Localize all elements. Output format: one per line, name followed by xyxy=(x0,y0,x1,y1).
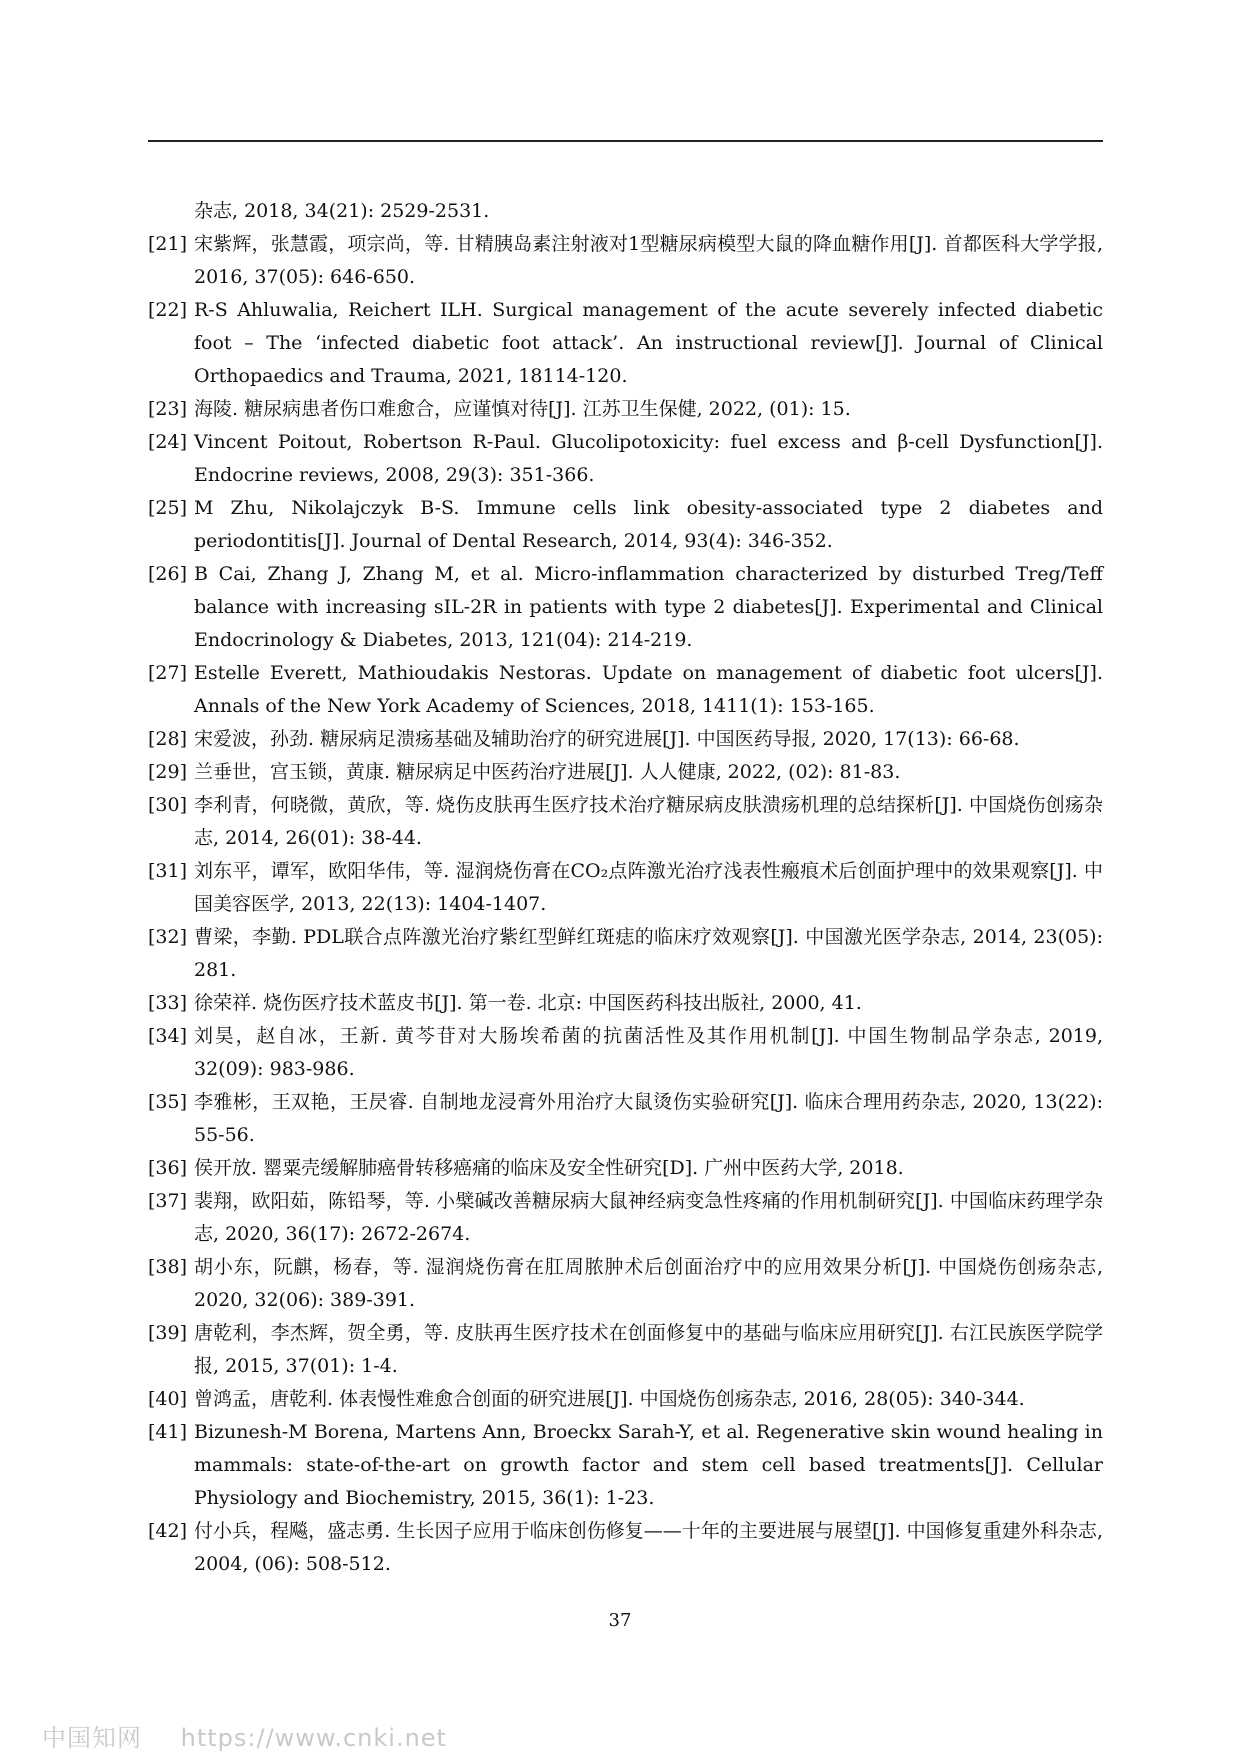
reference-item xyxy=(148,921,1103,987)
reference-text: Vincent Poitout, Robertson R-Paul. Glucolipotoxicity: fuel excess and β-cell Dysfunction[J]. Endocrine reviews, 2008, 29(3): 351-366. xyxy=(194,431,1103,486)
reference-list xyxy=(148,195,1103,1581)
reference-number: [27] xyxy=(148,662,188,684)
reference-number: [23] xyxy=(148,398,188,420)
reference-text: Estelle Everett, Mathioudakis Nestoras. Update on management of diabetic foot ulcers[J]. Annals of the New York Academy of Sciences, 2018, 1411(1): 153-165. xyxy=(194,662,1103,717)
reference-text: 唐乾利，李杰辉，贺全勇，等. 皮肤再生医疗技术在创面修复中的基础与临床应用研究[J]. 右江民族医学院学报, 2015, 37(01): 1-4. xyxy=(194,1322,1103,1377)
page-number: 37 xyxy=(608,1610,632,1631)
reference-number: [33] xyxy=(148,992,188,1014)
reference-item xyxy=(148,1416,1103,1515)
reference-text: 宋爱波，孙劲. 糖尿病足溃疡基础及辅助治疗的研究进展[J]. 中国医药导报, 2020, 17(13): 66-68. xyxy=(194,728,1020,750)
reference-text: 宋紫辉，张慧霞，项宗尚，等. 甘精胰岛素注射液对1型糖尿病模型大鼠的降血糖作用[J]. 首都医科大学学报, 2016, 37(05): 646-650. xyxy=(194,233,1103,288)
reference-number: [37] xyxy=(148,1190,188,1212)
reference-number: [25] xyxy=(148,497,188,519)
reference-text: 刘东平，谭军，欧阳华伟，等. 湿润烧伤膏在CO₂点阵激光治疗浅表性瘢痕术后创面护理中的效果观察[J]. 中国美容医学, 2013, 22(13): 1404-1407. xyxy=(194,860,1103,915)
reference-number: [42] xyxy=(148,1520,188,1542)
reference-item xyxy=(148,1251,1103,1317)
reference-item xyxy=(148,1020,1103,1086)
reference-item xyxy=(148,1152,1103,1185)
reference-number: [40] xyxy=(148,1388,188,1410)
reference-item xyxy=(148,558,1103,657)
reference-text: 刘昊，赵自冰，王新. 黄芩苷对大肠埃希菌的抗菌活性及其作用机制[J]. 中国生物制品学杂志, 2019, 32(09): 983-986. xyxy=(194,1025,1103,1080)
reference-item xyxy=(148,756,1103,789)
reference-item xyxy=(148,426,1103,492)
reference-number: [31] xyxy=(148,860,188,882)
reference-text: 曹梁，李勤. PDL联合点阵激光治疗紫红型鲜红斑痣的临床疗效观察[J]. 中国激光医学杂志, 2014, 23(05): 281. xyxy=(194,926,1103,981)
reference-text: 杂志, 2018, 34(21): 2529-2531. xyxy=(194,200,490,222)
reference-item xyxy=(148,228,1103,294)
reference-number: [30] xyxy=(148,794,188,816)
reference-number: [34] xyxy=(148,1025,188,1047)
reference-item xyxy=(148,1086,1103,1152)
reference-number: [22] xyxy=(148,299,188,321)
reference-text: 李利青，何晓微，黄欣，等. 烧伤皮肤再生医疗技术治疗糖尿病皮肤溃疡机理的总结探析[J]. 中国烧伤创疡杂志, 2014, 26(01): 38-44. xyxy=(194,794,1103,849)
reference-number: [24] xyxy=(148,431,188,453)
reference-number: [21] xyxy=(148,233,188,255)
reference-number: [38] xyxy=(148,1256,188,1278)
reference-item xyxy=(148,855,1103,921)
reference-item xyxy=(148,294,1103,393)
reference-number: [36] xyxy=(148,1157,188,1179)
reference-text: Bizunesh-M Borena, Martens Ann, Broeckx Sarah-Y, et al. Regenerative skin wound healing in mammals: state-of-the-art on growth factor and stem cell based treatments[J]. Cellular Physiology and Biochemistry, 2015, 36(1): 1-23. xyxy=(194,1421,1103,1509)
reference-text: 裴翔，欧阳茹，陈铅琴，等. 小檗碱改善糖尿病大鼠神经病变急性疼痛的作用机制研究[J]. 中国临床药理学杂志, 2020, 36(17): 2672-2674. xyxy=(194,1190,1103,1245)
reference-item xyxy=(148,723,1103,756)
reference-text: 曾鸿孟，唐乾利. 体表慢性难愈合创面的研究进展[J]. 中国烧伤创疡杂志, 2016, 28(05): 340-344. xyxy=(194,1388,1025,1410)
reference-item xyxy=(148,1317,1103,1383)
reference-item xyxy=(148,1515,1103,1581)
reference-text: 海陵. 糖尿病患者伤口难愈合，应谨慎对待[J]. 江苏卫生保健, 2022, (01): 15. xyxy=(194,398,851,420)
reference-item xyxy=(148,1185,1103,1251)
reference-number: [29] xyxy=(148,761,188,783)
watermark-url: https://www.cnki.net xyxy=(180,1724,447,1752)
reference-number: [32] xyxy=(148,926,188,948)
reference-number: [35] xyxy=(148,1091,188,1113)
reference-item xyxy=(148,657,1103,723)
reference-text: 兰垂世，宫玉锁，黄康. 糖尿病足中医药治疗进展[J]. 人人健康, 2022, (02): 81-83. xyxy=(194,761,901,783)
reference-number: [26] xyxy=(148,563,188,585)
reference-text: 徐荣祥. 烧伤医疗技术蓝皮书[J]. 第一卷. 北京: 中国医药科技出版社, 2000, 41. xyxy=(194,992,862,1014)
reference-text: M Zhu, Nikolajczyk B-S. Immune cells link obesity-associated type 2 diabetes and periodontitis[J]. Journal of Dental Research, 2014, 93(4): 346-352. xyxy=(194,497,1103,552)
reference-text: 胡小东，阮麒，杨春，等. 湿润烧伤膏在肛周脓肿术后创面治疗中的应用效果分析[J]. 中国烧伤创疡杂志, 2020, 32(06): 389-391. xyxy=(194,1256,1103,1311)
reference-item xyxy=(148,195,1103,228)
reference-number: [39] xyxy=(148,1322,188,1344)
reference-item xyxy=(148,393,1103,426)
reference-item xyxy=(148,492,1103,558)
reference-text: 付小兵，程飚，盛志勇. 生长因子应用于临床创伤修复——十年的主要进展与展望[J]. 中国修复重建外科杂志, 2004, (06): 508-512. xyxy=(194,1520,1103,1575)
reference-text: B Cai, Zhang J, Zhang M, et al. Micro-inflammation characterized by disturbed Treg/Teff balance with increasing sIL-2R in patients with type 2 diabetes[J]. Experimental and Clinical Endocrinology & Diabetes, 2013, 121(04): 214-219. xyxy=(194,563,1103,651)
reference-number: [41] xyxy=(148,1421,188,1443)
reference-text: 李雅彬，王双艳，王昃睿. 自制地龙浸膏外用治疗大鼠烫伤实验研究[J]. 临床合理用药杂志, 2020, 13(22): 55-56. xyxy=(194,1091,1103,1146)
reference-item xyxy=(148,1383,1103,1416)
reference-text: 侯开放. 罂粟壳缓解肺癌骨转移癌痛的临床及安全性研究[D]. 广州中医药大学, 2018. xyxy=(194,1157,904,1179)
reference-number: [28] xyxy=(148,728,188,750)
reference-text: R-S Ahluwalia, Reichert ILH. Surgical management of the acute severely infected diabetic foot – The ‘infected diabetic foot attack’. An instructional review[J]. Journal of Clinical Orthopaedics and Trauma, 2021, 18114-120. xyxy=(194,299,1103,387)
watermark-brand: 中国知网 xyxy=(42,1724,142,1752)
header-rule xyxy=(148,140,1103,142)
watermark xyxy=(42,1718,447,1753)
reference-item xyxy=(148,789,1103,855)
reference-item xyxy=(148,987,1103,1020)
